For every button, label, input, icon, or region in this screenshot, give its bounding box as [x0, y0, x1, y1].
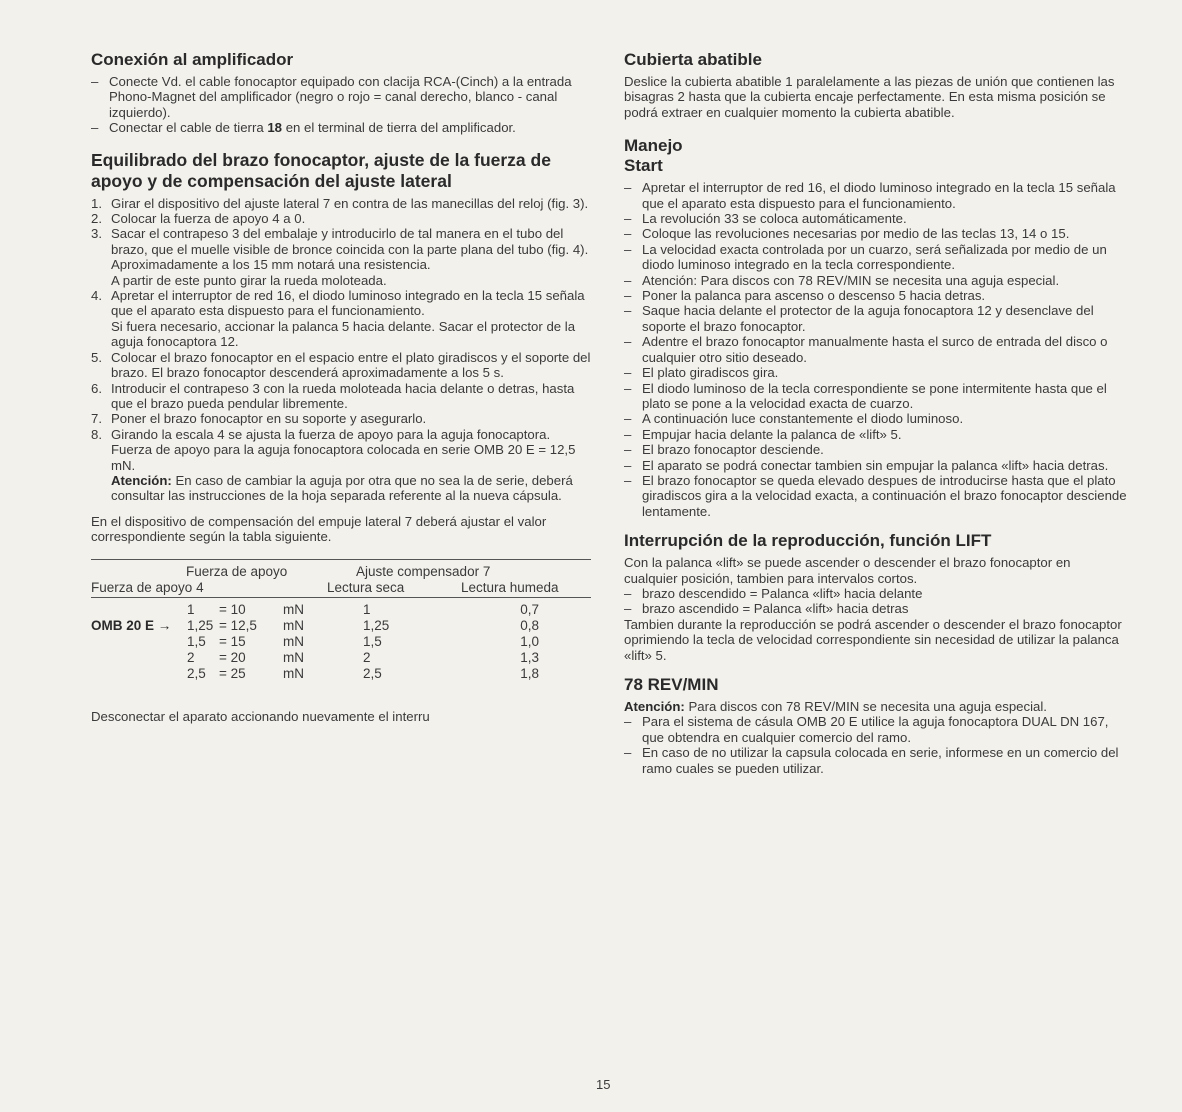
table-cell: 1,5 — [187, 633, 206, 649]
step-2: 2. Colocar la fuerza de apoyo 4 a 0. — [91, 211, 306, 227]
step-6: 6. Introducir el contrapeso 3 con la rueda moloteada hacia delante o detras, hasta que el brazo pueda pendular libremente. — [91, 380, 575, 411]
table-cell: mN — [283, 649, 304, 665]
table-cell: 1,3 — [520, 649, 539, 665]
lift-text-2: Tambien durante la reproducción se podrá ascender o descender el brazo fonocaptor oprimiendo la tecla de velocidad correspondiente sin necesidad de utilizar la palanca «lift» 5. — [624, 616, 1122, 663]
lift-item-1: – brazo descendido = Palanca «lift» hacia delante — [624, 586, 1127, 601]
step-3-note-a: Aproximadamente a los 15 mm notará una resistencia. — [111, 257, 431, 273]
start-list-item: – El plato giradiscos gira. — [624, 365, 1127, 380]
step-7: 7. Poner el brazo fonocaptor en su soporte y asegurarlo. — [91, 411, 427, 427]
omb-label: OMB 20 E → — [91, 617, 172, 633]
table-cell: 1 — [187, 601, 195, 617]
table-cell: mN — [283, 601, 304, 617]
step-4-note: Si fuera necesario, accionar la palanca 5 hacia delante. Sacar el protector de la aguja fonocaptora 12. — [111, 318, 576, 350]
lift-text: Con la palanca «lift» se puede ascender o descender el brazo fonocaptor en cualquier posición, tambien para intervalos cortos. — [624, 555, 1071, 586]
heading-manejo: Manejo — [624, 136, 683, 156]
table-cell: = 10 — [219, 601, 246, 617]
start-list-item: – Poner la palanca para ascenso o descenso 5 hacia detras. — [624, 288, 1127, 303]
start-list-item: – La revolución 33 se coloca automáticamente. — [624, 211, 1127, 226]
step-4: 4. Apretar el interruptor de red 16, el diodo luminoso integrado en la tecla 15 señala que el aparato esta dispuesto para el funcionamiento. — [91, 288, 585, 319]
table-cell: = 15 — [219, 633, 246, 649]
rev-item-2: – En caso de no utilizar la capsula colocada en serie, informese en un comercio del ramo cuales se pueden utilizar. — [624, 745, 1127, 776]
table-cell: 2,5 — [363, 665, 382, 681]
step-3-note-b: A partir de este punto girar la rueda moloteada. — [111, 272, 387, 288]
table-cell: mN — [283, 665, 304, 681]
start-list — [624, 180, 1127, 519]
rev-attention: Atención: Para discos con 78 REV/MIN se necesita una aguja especial. — [624, 699, 1047, 714]
lift-item-2: – brazo ascendido = Palanca «lift» hacia detras — [624, 601, 1127, 616]
step-8: 8. Girando la escala 4 se ajusta la fuerza de apoyo para la aguja fonocaptora. — [91, 426, 551, 442]
table-cell: 2 — [187, 649, 195, 665]
start-list-item: – El diodo luminoso de la tecla correspondiente se pone intermitente hasta que el plato se pone a la velocidad exacta de cuarzo. — [624, 381, 1127, 412]
table-cell: = 25 — [219, 665, 246, 681]
right-column — [624, 50, 1127, 776]
table-cell: 1,25 — [187, 617, 214, 633]
left-column — [91, 50, 594, 724]
start-list-item: – El aparato se podrá conectar tambien sin empujar la palanca «lift» hacia detras. — [624, 458, 1127, 473]
rev-item-1: – Para el sistema de cásula OMB 20 E utilice la aguja fonocaptora DUAL DN 167, que obtendra en cualquier comercio del ramo. — [624, 714, 1127, 745]
heading-equilibrado: Equilibrado del brazo fonocaptor, ajuste de la fuerza de apoyo y de compensación del ajuste lateral — [91, 149, 551, 191]
table-header-fuerza: Fuerza de apoyo — [186, 563, 288, 579]
start-list-item: – Saque hacia delante el protector de la aguja fonocaptora 12 y desenclave del soporte el brazo fonocaptor. — [624, 303, 1127, 334]
table-cell: 1 — [363, 601, 371, 617]
table-header-humeda: Lectura humeda — [461, 579, 559, 595]
heading-conexion: Conexión al amplificador — [91, 50, 294, 69]
step-5: 5. Colocar el brazo fonocaptor en el espacio entre el plato giradiscos y el soporte del brazo. El brazo fonocaptor descenderá aproximadamente a los 5 s. — [91, 349, 591, 381]
start-list-item: – Coloque las revoluciones necesarias por medio de las teclas 13, 14 o 15. — [624, 226, 1127, 241]
table-cell: = 12,5 — [219, 617, 257, 633]
table-cell: 1,0 — [520, 633, 539, 649]
start-list-item: – Apretar el interruptor de red 16, el diodo luminoso integrado en la tecla 15 señala que el aparato esta dispuesto para el funcionamiento. — [624, 180, 1127, 211]
start-list-item: – El brazo fonocaptor desciende. — [624, 442, 1127, 457]
table-cell: 0,8 — [520, 617, 539, 633]
start-list-item: – Empujar hacia delante la palanca de «lift» 5. — [624, 427, 1127, 442]
table-cell: 2 — [363, 649, 371, 665]
start-list-item: – Adentre el brazo fonocaptor manualmente hasta el surco de entrada del disco o cualquier otro sitio deseado. — [624, 334, 1127, 365]
cubierta-text: Deslice la cubierta abatible 1 paralelamente a las piezas de unión que contienen las bisagras 2 hasta que la cubierta encaje perfectamente. En esta misma posición se podrá extraer en cualquier momento la cubierta abatible. — [624, 74, 1115, 120]
step-8-attention: Atención: En caso de cambiar la aguja por otra que no sea la de serie, deberá consultar las instrucciones de la hoja separada referente al la nueva cápsula. — [111, 472, 573, 504]
step-1: 1. Girar el dispositivo del ajuste lateral 7 en contra de las manecillas del reloj (fig. 3). — [91, 195, 589, 211]
table-header-fuerza4: Fuerza de apoyo 4 — [91, 579, 204, 595]
start-list-item: – A continuación luce constantemente el diodo luminoso. — [624, 411, 1127, 426]
conn-item-1: – Conecte Vd. el cable fonocaptor equipado con clacija RCA-(Cinch) a la entrada Phono-Magnet del amplificador (negro o rojo = canal derecho, blanco - canal izquierdo). — [91, 74, 594, 120]
table-intro: En el dispositivo de compensación del empuje lateral 7 deberá ajustar el valor correspondiente según la tabla siguiente. — [91, 513, 547, 545]
table-cell: 1,5 — [363, 633, 382, 649]
heading-lift: Interrupción de la reproducción, función LIFT — [624, 531, 992, 551]
start-list-item: – El brazo fonocaptor se queda elevado despues de introducirse hasta que el plato giradiscos gira a la velocidad exacta, a continuación el brazo fonocaptor desciende lentamente. — [624, 473, 1127, 519]
heading-78rev: 78 REV/MIN — [624, 675, 719, 694]
bottom-text: Desconectar el aparato accionando nuevamente el interru — [91, 708, 430, 724]
heading-start: Start — [624, 156, 663, 176]
table-header-ajuste: Ajuste compensador 7 — [356, 563, 491, 579]
table-cell: 0,7 — [520, 601, 539, 617]
step-3: 3. Sacar el contrapeso 3 del embalaje y introducirlo de tal manera en el tubo del brazo, que el muelle visible de bronce coincida con la parte plana del tubo (fig. 4). — [91, 226, 589, 257]
page-number: 15 — [596, 1077, 611, 1092]
table-cell: = 20 — [219, 649, 246, 665]
table-header-seca: Lectura seca — [327, 579, 405, 595]
start-list-item: – La velocidad exacta controlada por un cuarzo, será señalizada por medio de un diodo luminoso integrado en la tecla correspondiente. — [624, 242, 1127, 273]
table-cell: 1,8 — [520, 665, 539, 681]
conn-item-2: – Conectar el cable de tierra 18 en el terminal de tierra del amplificador. — [91, 120, 594, 135]
table-cell: mN — [283, 617, 304, 633]
step-8-note: Fuerza de apoyo para la aguja fonocaptora colocada en serie OMB 20 E = 12,5 mN. — [111, 442, 576, 473]
table-cell: 1,25 — [363, 617, 390, 633]
table-cell: 2,5 — [187, 665, 206, 681]
table-divider — [91, 597, 591, 598]
start-list-item: – Atención: Para discos con 78 REV/MIN se necesita una aguja especial. — [624, 273, 1127, 288]
compensation-table — [91, 559, 591, 695]
table-cell: mN — [283, 633, 304, 649]
heading-cubierta: Cubierta abatible — [624, 50, 762, 69]
